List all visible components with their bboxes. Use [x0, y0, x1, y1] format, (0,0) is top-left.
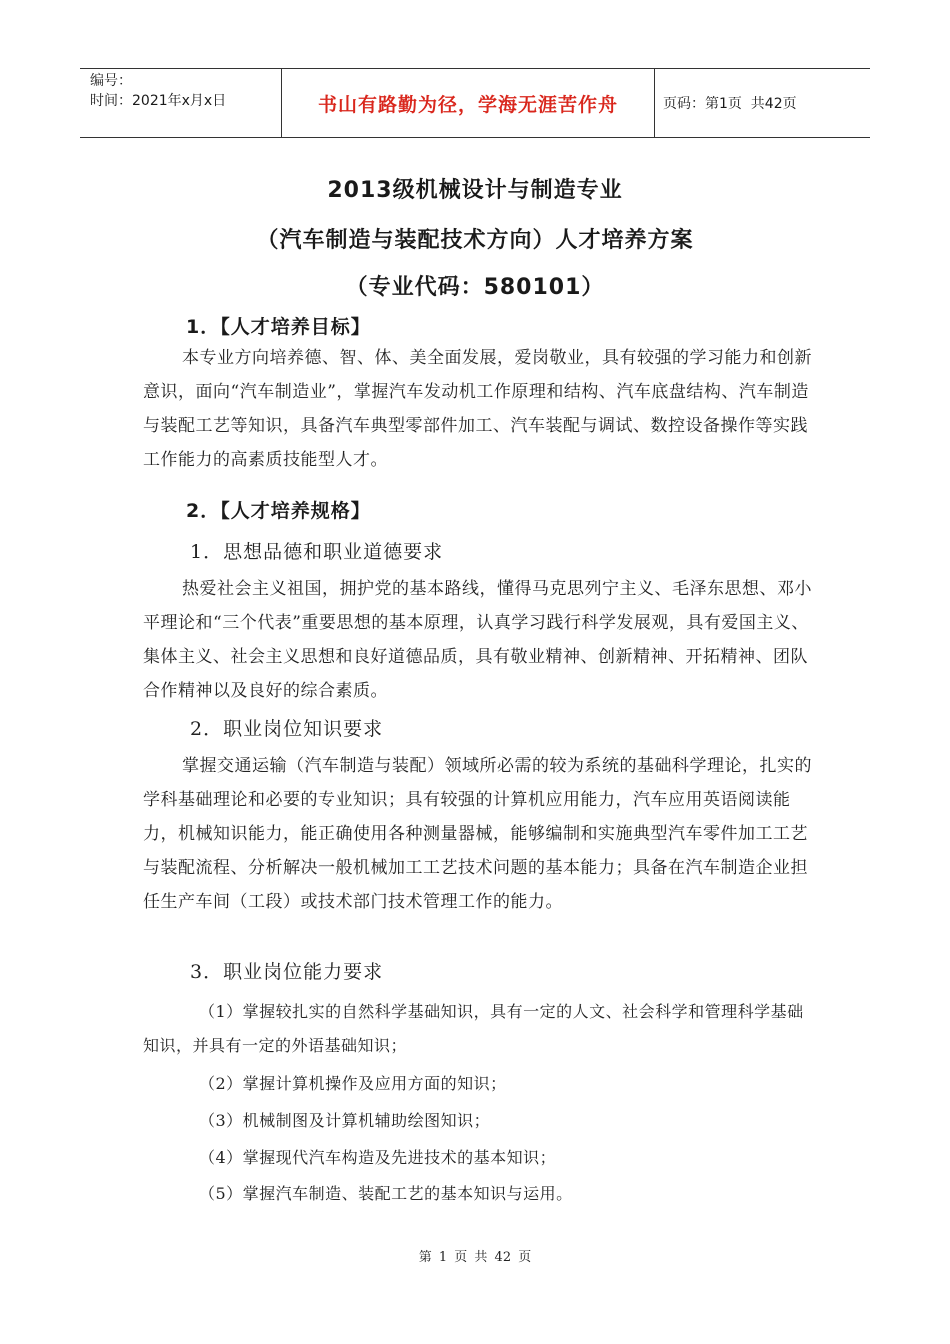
- header-page-text: 页码：第1页 共42页: [663, 96, 797, 112]
- page-footer: 第 1 页 共 42 页: [418, 1250, 532, 1265]
- subheading-ability: 3．职业岗位能力要求: [190, 961, 384, 983]
- paragraph-knowledge: 掌握交通运输（汽车制造与装配）领域所必需的较为系统的基础科学理论，扎实的学科基础理论和必要的专业知识；具有较强的计算机应用能力，汽车应用英语阅读能力，机械知识能力，能正确使用各种测量器械，能够编制和实施典型汽车零件加工工艺与装配流程、分析解决一般机械加工工艺技术问题的基本能力；具备在汽车制造企业担任生产车间（工段）或技术部门技术管理工作的能力。: [143, 756, 812, 912]
- page-header: [80, 68, 870, 138]
- list-item: （4）掌握现代汽车构造及先进技术的基本知识；: [199, 1148, 557, 1167]
- section-heading-training-goal: 1．【人才培养目标】: [186, 316, 371, 338]
- document-number-label: 编号：: [90, 73, 132, 89]
- subheading-moral: 1．思想品德和职业道德要求: [190, 541, 444, 563]
- paragraph-moral: 热爱社会主义祖国，拥护党的基本路线，懂得马克思列宁主义、毛泽东思想、邓小平理论和“三个代表”重要思想的基本原理，认真学习践行科学发展观，具有爱国主义、集体主义、社会主义思想和良好道德品质，具有敬业精神、创新精神、开拓精神、团队合作精神以及良好的综合素质。: [143, 579, 812, 701]
- list-item: （2）掌握计算机操作及应用方面的知识；: [199, 1074, 507, 1093]
- list-item: （3）机械制图及计算机辅助绘图知识；: [199, 1111, 491, 1130]
- document-title-line2: （汽车制造与装配技术方向）人才培养方案: [256, 228, 694, 253]
- list-item: （1）掌握较扎实的自然科学基础知识，具有一定的人文、社会科学和管理科学基础知识，并具有一定的外语基础知识；: [143, 1002, 804, 1055]
- section-heading-training-spec: 2．【人才培养规格】: [186, 500, 371, 522]
- document-time-label: 时间：2021年x月x日: [90, 93, 227, 109]
- list-item: （5）掌握汽车制造、装配工艺的基本知识与运用。: [199, 1184, 573, 1203]
- document-title-line3: （专业代码：580101）: [345, 275, 605, 300]
- header-meta: [80, 69, 282, 137]
- paragraph-training-goal: 本专业方向培养德、智、体、美全面发展，爱岗敬业，具有较强的学习能力和创新意识，面向“汽车制造业”，掌握汽车发动机工作原理和结构、汽车底盘结构、汽车制造与装配工艺等知识，具备汽车典型零部件加工、汽车装配与调试、数控设备操作等实践工作能力的高素质技能型人才。: [143, 348, 812, 470]
- subheading-knowledge: 2．职业岗位知识要求: [190, 718, 384, 740]
- header-page-info: [655, 69, 870, 137]
- header-motto: 书山有路勤为径，学海无涯苦作舟: [282, 69, 655, 137]
- document-title-line1: 2013级机械设计与制造专业: [327, 178, 623, 203]
